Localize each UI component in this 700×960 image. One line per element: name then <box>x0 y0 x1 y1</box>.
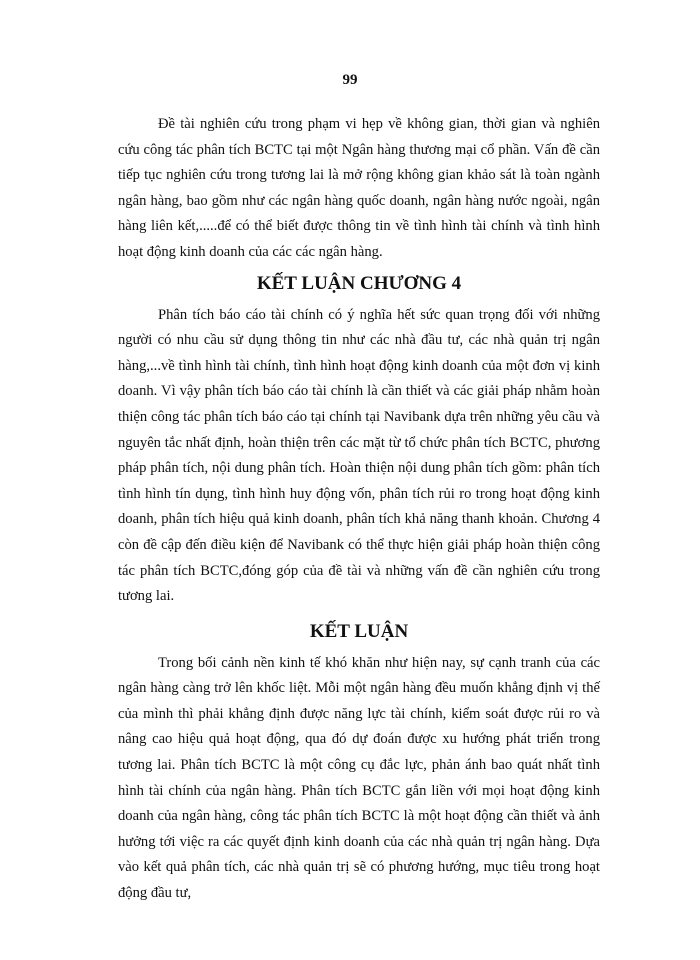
conclusion-heading: KẾT LUẬN <box>309 620 409 642</box>
chapter-conclusion-paragraph: Phân tích báo cáo tài chính có ý nghĩa hết sức quan trọng đối với những người có nhu cầu sử dụng thông tin như các nhà đầu tư, các nhà quản trị ngân hàng,...về tình hình tài chính, tình hình hoạt động kinh doanh của một đơn vị kinh doanh. Vì vậy phân tích báo cáo tài chính là cần thiết và các giải pháp nhằm hoàn thiện công tác phân tích báo cáo tại chính tại Navibank dựa trên những yêu cầu và nguyên tắc nhất định, hoàn thiện trên các mặt từ tổ chức phân tích BCTC, phương pháp phân tích, nội dung phân tích. Hoàn thiện nội dung phân tích gồm: phân tích tình hình tín dụng, tình hình huy động vốn, phân tích rủi ro trong hoạt động kinh doanh, phân tích hiệu quả kinh doanh, phân tích khả năng thanh khoản. Chương 4 còn đề cập đến điều kiện để Navibank có thể thực hiện giải pháp hoàn thiện công tác phân tích BCTC,đóng góp của đề tài và những vấn đề cần nghiên cứu trong tương lai. <box>118 306 600 605</box>
page-content <box>118 112 600 907</box>
chapter-conclusion-heading: KẾT LUẬN CHƯƠNG 4 <box>256 272 462 294</box>
page-number: 99 <box>342 72 358 88</box>
conclusion-paragraph: Trong bối cảnh nền kinh tế khó khăn như hiện nay, sự cạnh tranh của các ngân hàng càng trở lên khốc liệt. Mỗi một ngân hàng đều muốn khẳng định vị thế của mình thì phải khẳng định được năng lực tài chính, kiểm soát được rủi ro và nâng cao hiệu quả hoạt động, qua đó dự đoán được xu hướng phát triển trong tương lai. Phân tích BCTC là một công cụ đắc lực, phản ánh bao quát nhất tình hình tài chính của ngân hàng. Phân tích BCTC gắn liền với mọi hoạt động kinh doanh của ngân hàng, công tác phân tích BCTC là một hoạt động cần thiết và ảnh hưởng tới việc ra các quyết định kinh doanh của các nhà quản trị ngân hàng. Dựa vào kết quả phân tích, các nhà quản trị sẽ có phương hướng, mục tiêu trong hoạt động đầu tư, <box>118 654 600 902</box>
intro-paragraph: Đề tài nghiên cứu trong phạm vi hẹp về không gian, thời gian và nghiên cứu công tác phân tích BCTC tại một Ngân hàng thương mại cổ phần. Vấn đề cần tiếp tục nghiên cứu trong tương lai là mở rộng không gian khảo sát là toàn ngành ngân hàng, bao gồm như các ngân hàng quốc doanh, ngân hàng nước ngoài, ngân hàng liên kết,.....để có thể biết được thông tin về tình hình tài chính và tình hình hoạt động kinh doanh của các các ngân hàng. <box>118 116 600 260</box>
